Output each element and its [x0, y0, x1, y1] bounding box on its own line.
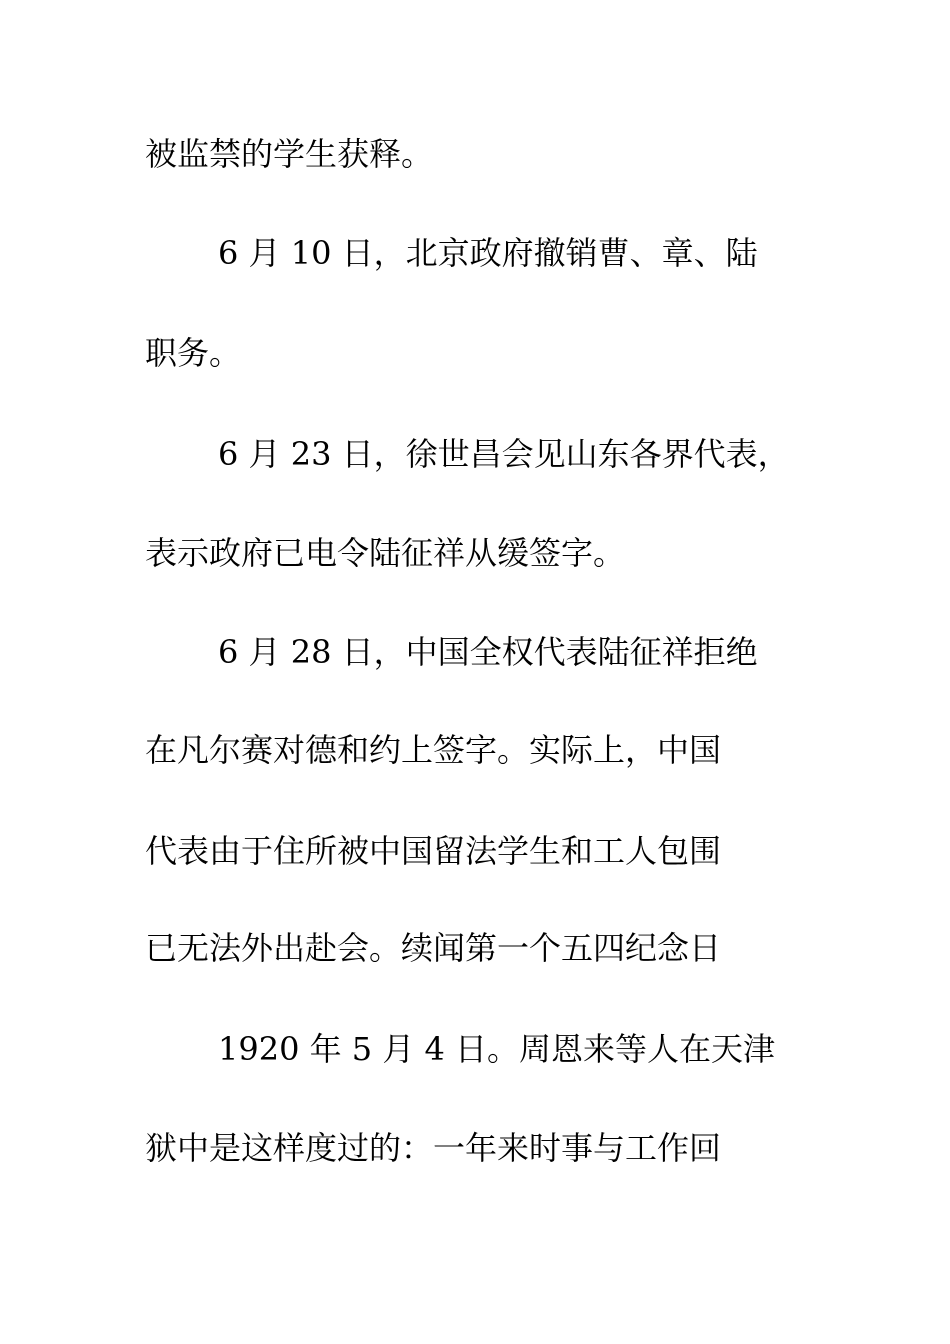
text-line: 职务。	[145, 334, 242, 372]
paragraph-start-line: 6 月 10 日，北京政府撤销曹、章、陆	[218, 234, 758, 272]
text-line: 表示政府已电令陆征祥从缓签字。	[145, 534, 626, 572]
text-line: 在凡尔赛对德和约上签字。实际上，中国	[145, 731, 722, 769]
text-line: 被监禁的学生获释。	[145, 135, 434, 173]
text-line: 已无法外出赴会。续闻第一个五四纪念日	[145, 929, 722, 967]
text-line: 狱中是这样度过的：一年来时事与工作回	[145, 1129, 722, 1167]
text-line: 代表由于住所被中国留法学生和工人包围	[145, 832, 722, 870]
paragraph-start-line: 1920 年 5 月 4 日。周恩来等人在天津	[218, 1030, 776, 1068]
paragraph-start-line: 6 月 28 日，中国全权代表陆征祥拒绝	[218, 633, 758, 671]
paragraph-start-line: 6 月 23 日，徐世昌会见山东各界代表，	[218, 435, 790, 473]
